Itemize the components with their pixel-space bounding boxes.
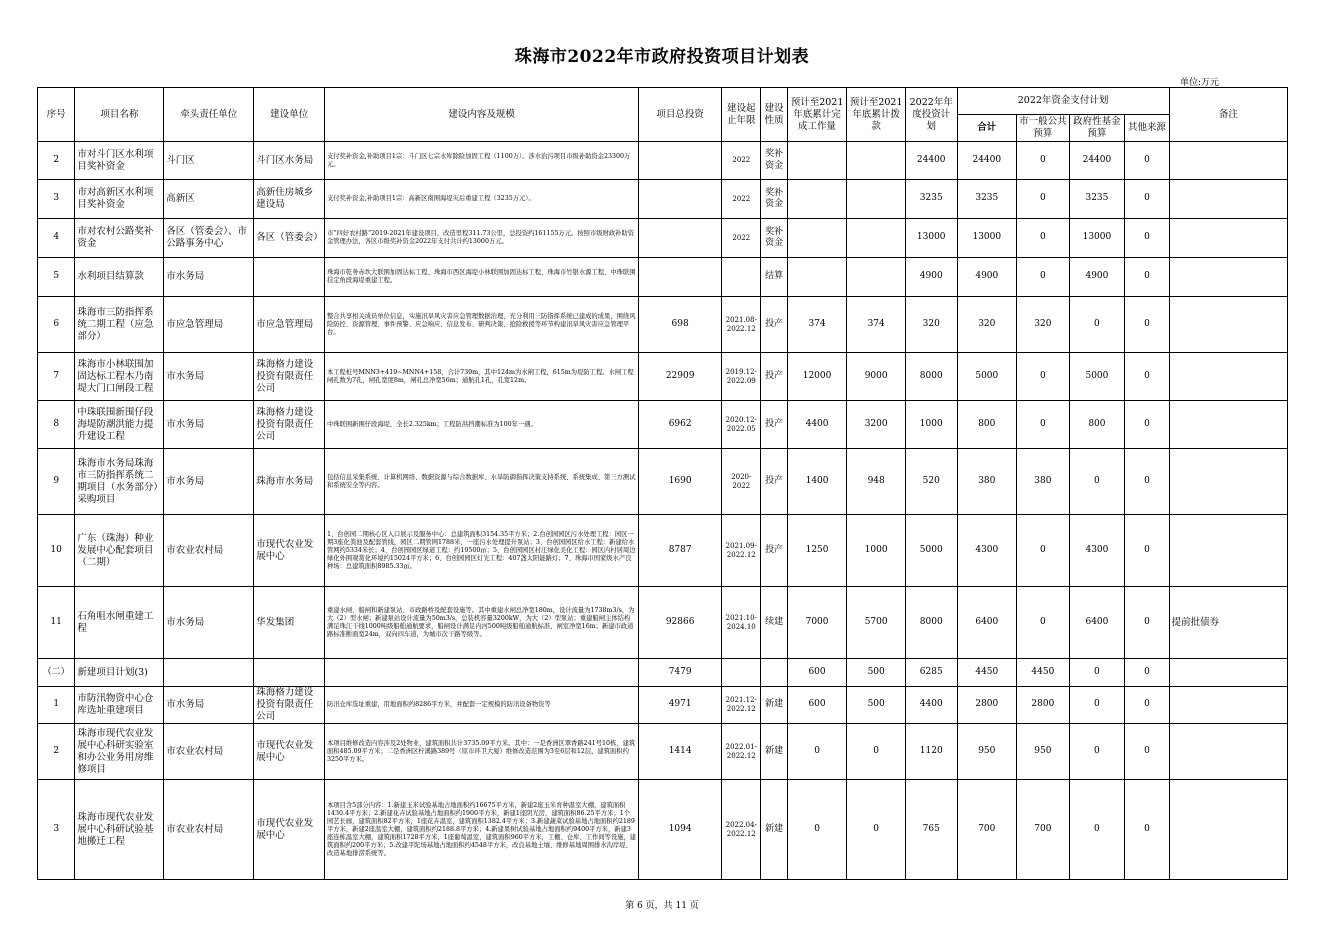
cell-content: 支付奖补资金,补助项目1宗：高新区南围海堤灾后重建工程（3235万元）。	[324, 180, 638, 219]
cell-sum: 320	[957, 297, 1017, 353]
cell-seq: 8	[38, 401, 75, 449]
cell-general: 0	[1017, 219, 1070, 258]
cell-lead: 市水务局	[164, 687, 254, 724]
cell-other: 0	[1125, 258, 1169, 297]
cell-plan: 4900	[905, 258, 957, 297]
cell-content: 市“四好农村路”2019-2021年建设项目，改造里程311.73公里，总投资约161155万元。按照市级财政补助资金管理办法，各区市级奖补资金2022年支付共计约13000万元。	[324, 219, 638, 258]
cell-remark	[1169, 515, 1287, 587]
table-row	[38, 515, 1288, 587]
cell-done: 600	[787, 687, 847, 724]
cell-sum: 380	[957, 449, 1017, 515]
cell-sum: 6400	[957, 587, 1017, 659]
cell-paid: 0	[847, 780, 906, 880]
cell-paid: 500	[847, 659, 906, 687]
cell-period: 2022	[722, 219, 761, 258]
cell-lead: 市农业农村局	[164, 724, 254, 780]
cell-builder: 市现代农业发展中心	[254, 515, 325, 587]
cell-govfund: 0	[1069, 780, 1125, 880]
header-done: 预计至2021年底累计完成工作量	[787, 88, 847, 142]
cell-sum: 4450	[957, 659, 1017, 687]
cell-paid	[847, 219, 906, 258]
cell-seq: 3	[38, 780, 75, 880]
page-title: 珠海市2022年市政府投资项目计划表	[514, 47, 810, 67]
cell-govfund: 0	[1069, 297, 1125, 353]
cell-paid: 3200	[847, 401, 906, 449]
cell-seq: 11	[38, 587, 75, 659]
cell-plan: 8000	[905, 353, 957, 401]
cell-done: 0	[787, 780, 847, 880]
cell-plan: 5000	[905, 515, 957, 587]
cell-remark: 提前批债券	[1169, 587, 1287, 659]
header-paid: 预计至2021年底累计拨款	[847, 88, 906, 142]
cell-sum: 5000	[957, 353, 1017, 401]
cell-sum: 4300	[957, 515, 1017, 587]
cell-builder: 珠海格力建设投资有限责任公司	[254, 401, 325, 449]
cell-general: 0	[1017, 353, 1070, 401]
cell-nature: 奖补资金	[761, 219, 787, 258]
cell-govfund: 4900	[1069, 258, 1125, 297]
cell-total: 1414	[639, 724, 722, 780]
cell-content: 本项目维修改造内容涉及2处物业，建筑面积共计3735.09平方米。其中：一是香洲区翠香路241号10栋，建筑面积485.09平方米；二是香洲区柠溪路389号（原市环卫大厦）维修改造范围为3至6层和12层，建筑面积约3250平方米。	[324, 724, 638, 780]
cell-general: 0	[1017, 180, 1070, 219]
cell-content: 珠海市乾务赤坎大联围加固达标工程、珠海市西区海堤小林联围加固达标工程、珠海市竹银水源工程、中珠联围挂定角段海堤重建工程。	[324, 258, 638, 297]
cell-plan: 4400	[905, 687, 957, 724]
cell-name: 中珠联围新围仔段海堤防潮洪能力提升建设工程	[75, 401, 164, 449]
cell-govfund: 800	[1069, 401, 1125, 449]
cell-plan: 1000	[905, 401, 957, 449]
table-row	[38, 180, 1288, 219]
cell-paid: 0	[847, 724, 906, 780]
cell-general: 0	[1017, 587, 1070, 659]
unit-label: 单位:万元	[1179, 78, 1219, 88]
cell-builder: 华发集团	[254, 587, 325, 659]
cell-remark	[1169, 780, 1287, 880]
cell-other: 0	[1125, 687, 1169, 724]
cell-builder: 市应急管理局	[254, 297, 325, 353]
cell-paid	[847, 258, 906, 297]
cell-other: 0	[1125, 587, 1169, 659]
cell-builder: 各区（管委会）	[254, 219, 325, 258]
cell-seq: 5	[38, 258, 75, 297]
cell-plan: 320	[905, 297, 957, 353]
cell-lead: 市农业农村局	[164, 780, 254, 880]
cell-total: 4971	[639, 687, 722, 724]
header-sum: 合计	[957, 115, 1017, 142]
cell-total	[639, 258, 722, 297]
header-remark: 备注	[1169, 88, 1287, 142]
cell-name: 珠海市现代农业发展中心科研实验室和办公业务用房维修项目	[75, 724, 164, 780]
cell-content: 中珠联围新围仔段海堤，全长2.325km；工程防洪挡潮标准为100年一遇。	[324, 401, 638, 449]
cell-done	[787, 258, 847, 297]
cell-lead	[164, 659, 254, 687]
cell-done	[787, 219, 847, 258]
header-builder: 建设单位	[254, 88, 325, 142]
cell-seq: 2	[38, 724, 75, 780]
cell-name: 珠海市现代农业发展中心科研试验基地搬迁工程	[75, 780, 164, 880]
cell-other: 0	[1125, 724, 1169, 780]
cell-paid	[847, 142, 906, 180]
cell-seq: （二）	[38, 659, 75, 687]
cell-other: 0	[1125, 659, 1169, 687]
cell-seq: 10	[38, 515, 75, 587]
cell-builder: 珠海格力建设投资有限责任公司	[254, 353, 325, 401]
cell-content: 整合共享相关成员单位信息，实施汛旱风灾害应急管理数据治理，充分利用三防指挥系统已建成的成果，围绕风险防控、资源管理、事件预警、应急响应、信息发布、研判决策、抢险救援等环节构建汛旱风灾害应急管理平台。	[324, 297, 638, 353]
table-row	[38, 219, 1288, 258]
cell-plan: 3235	[905, 180, 957, 219]
cell-nature: 投产	[761, 353, 787, 401]
cell-seq: 6	[38, 297, 75, 353]
cell-remark	[1169, 258, 1287, 297]
cell-remark	[1169, 219, 1287, 258]
cell-total	[639, 219, 722, 258]
cell-govfund: 0	[1069, 724, 1125, 780]
cell-period	[722, 258, 761, 297]
cell-sum: 2800	[957, 687, 1017, 724]
cell-total: 1690	[639, 449, 722, 515]
cell-period: 2022.04-2022.12	[722, 780, 761, 880]
header-general: 市一般公共预算	[1017, 115, 1070, 142]
cell-lead: 市水务局	[164, 258, 254, 297]
cell-sum: 13000	[957, 219, 1017, 258]
cell-nature	[761, 659, 787, 687]
cell-nature: 新建	[761, 780, 787, 880]
cell-govfund: 24400	[1069, 142, 1125, 180]
table-row	[38, 449, 1288, 515]
cell-seq: 4	[38, 219, 75, 258]
table-row	[38, 142, 1288, 180]
header-total: 项目总投资	[639, 88, 722, 142]
cell-done: 0	[787, 724, 847, 780]
cell-general: 700	[1017, 780, 1070, 880]
table-row	[38, 401, 1288, 449]
cell-name: 珠海市水务局珠海市三防指挥系统二期项目（水务部分）采购项目	[75, 449, 164, 515]
cell-paid: 5700	[847, 587, 906, 659]
cell-period: 2021.12-2022.12	[722, 687, 761, 724]
table-row	[38, 297, 1288, 353]
cell-remark	[1169, 142, 1287, 180]
cell-period: 2021.10-2024.10	[722, 587, 761, 659]
cell-builder: 市现代农业发展中心	[254, 780, 325, 880]
cell-done: 4400	[787, 401, 847, 449]
table-row	[38, 724, 1288, 780]
cell-content: 本项目含5部分内容：1.新建玉米试验基地占地面积约16675平方米，新建2座玉米育种温室大棚，建筑面积1430.4平方米；2.新建花卉试验基地占地面积约1900平方米，新建1座阴光房，建筑面积86.25平方米；1个园艺长廊，建筑面积82平方米，1座花卉温室，建筑面积1382.4平方米；3.新建蔬菜试验基地占地面积约2189平方米，新建2座温室大棚，建筑面积约2188.8平方米；4.新建果树试验基地占地面积约9400平方米，新建3座连栋温室大棚，建筑面积1728平方米，1座葡萄温室，建筑面积960平方米，工棚、仓库、工作间等设施，建筑面积约200平方米；5.改建平陀场基地占地面积约4548平方米，改良基地土壤、维修基地周围排水沟岸堤、改造基地排涝系统等。	[324, 780, 638, 880]
cell-sum: 3235	[957, 180, 1017, 219]
cell-done: 1400	[787, 449, 847, 515]
table-row	[38, 687, 1288, 724]
page-footer: 第 6 页，共 11 页	[625, 901, 699, 911]
cell-builder: 珠海格力建设投资有限责任公司	[254, 687, 325, 724]
cell-paid	[847, 180, 906, 219]
header-govfund: 政府性基金预算	[1069, 115, 1125, 142]
cell-done: 7000	[787, 587, 847, 659]
cell-govfund: 4300	[1069, 515, 1125, 587]
cell-builder: 斗门区水务局	[254, 142, 325, 180]
cell-general: 0	[1017, 401, 1070, 449]
cell-sum: 800	[957, 401, 1017, 449]
header-plan2022: 2022年年度投资计划	[905, 88, 957, 142]
cell-done: 374	[787, 297, 847, 353]
cell-name: 市对斗门区水利项目奖补资金	[75, 142, 164, 180]
cell-nature: 新建	[761, 687, 787, 724]
cell-plan: 6285	[905, 659, 957, 687]
cell-general: 4450	[1017, 659, 1070, 687]
cell-lead: 市水务局	[164, 587, 254, 659]
cell-general: 950	[1017, 724, 1070, 780]
header-nature: 建设性质	[761, 88, 787, 142]
cell-name: 市防汛物资中心仓库选址重建项目	[75, 687, 164, 724]
cell-total: 6962	[639, 401, 722, 449]
header-content: 建设内容及规模	[324, 88, 638, 142]
cell-general: 0	[1017, 515, 1070, 587]
cell-remark	[1169, 401, 1287, 449]
cell-paid: 500	[847, 687, 906, 724]
cell-nature: 奖补资金	[761, 142, 787, 180]
cell-plan: 24400	[905, 142, 957, 180]
cell-lead: 市应急管理局	[164, 297, 254, 353]
cell-content: 支付奖补资金,补助项目1宗：斗门区七宗水库除险加固工程（1100万）。涉水治污项目市级补助资金23300万元。	[324, 142, 638, 180]
table-row	[38, 353, 1288, 401]
cell-plan: 520	[905, 449, 957, 515]
cell-builder	[254, 258, 325, 297]
cell-name: 新建项目计划(3)	[75, 659, 164, 687]
cell-remark	[1169, 297, 1287, 353]
cell-content: 1、台创园二期核心区入口展示及服务中心：总建筑面积3154.35平方米；2.台创园园区污水处理工程：园区一期3座化粪池及配套管线，园区二期管网1788米，一座污水处理提升泵站；3、台创园园区给水工程：新建给水管网约5334米长；4、台创园园区绿道工程：约19500㎡；5、台创园园区村庄绿化美化工程：园区内村居周边绿化外围观赏化环境约15024平方米；6、台创园园区灯光工程：407盏太阳能路灯；7、珠海市国家级水产良种场：总建筑面积8985.33㎡。	[324, 515, 638, 587]
cell-nature: 投产	[761, 297, 787, 353]
cell-period: 2022	[722, 142, 761, 180]
cell-builder: 珠海市水务局	[254, 449, 325, 515]
cell-govfund: 6400	[1069, 587, 1125, 659]
cell-total: 7479	[639, 659, 722, 687]
cell-plan: 1120	[905, 724, 957, 780]
cell-other: 0	[1125, 219, 1169, 258]
header-seq: 序号	[38, 88, 75, 142]
cell-govfund: 13000	[1069, 219, 1125, 258]
cell-other: 0	[1125, 780, 1169, 880]
cell-general: 320	[1017, 297, 1070, 353]
cell-lead: 高新区	[164, 180, 254, 219]
cell-general: 380	[1017, 449, 1070, 515]
table-row	[38, 587, 1288, 659]
cell-other: 0	[1125, 449, 1169, 515]
header-fund2022: 2022年资金支付计划	[957, 88, 1169, 115]
cell-seq: 3	[38, 180, 75, 219]
cell-period	[722, 659, 761, 687]
cell-builder: 市现代农业发展中心	[254, 724, 325, 780]
cell-period: 2022.01-2022.12	[722, 724, 761, 780]
cell-sum: 700	[957, 780, 1017, 880]
cell-builder	[254, 659, 325, 687]
cell-done: 1250	[787, 515, 847, 587]
cell-remark	[1169, 659, 1287, 687]
table-row	[38, 659, 1288, 687]
cell-done	[787, 180, 847, 219]
cell-done: 12000	[787, 353, 847, 401]
cell-total: 1094	[639, 780, 722, 880]
cell-name: 珠海市三防指挥系统二期工程（应急部分）	[75, 297, 164, 353]
cell-period: 2021.08-2022.12	[722, 297, 761, 353]
cell-plan: 13000	[905, 219, 957, 258]
cell-other: 0	[1125, 353, 1169, 401]
cell-name: 广东（珠海）种业发展中心配套项目（二期）	[75, 515, 164, 587]
cell-remark	[1169, 724, 1287, 780]
cell-done	[787, 142, 847, 180]
cell-nature: 投产	[761, 449, 787, 515]
cell-lead: 斗门区	[164, 142, 254, 180]
cell-lead: 市水务局	[164, 449, 254, 515]
cell-govfund: 0	[1069, 659, 1125, 687]
cell-general: 0	[1017, 258, 1070, 297]
cell-paid: 948	[847, 449, 906, 515]
cell-lead: 市农业农村局	[164, 515, 254, 587]
cell-total: 698	[639, 297, 722, 353]
cell-plan: 8000	[905, 587, 957, 659]
cell-other: 0	[1125, 297, 1169, 353]
cell-other: 0	[1125, 180, 1169, 219]
cell-seq: 2	[38, 142, 75, 180]
cell-plan: 765	[905, 780, 957, 880]
cell-nature: 新建	[761, 724, 787, 780]
cell-period: 2022	[722, 180, 761, 219]
investment-plan-table	[37, 87, 1288, 880]
cell-nature: 投产	[761, 401, 787, 449]
cell-seq: 7	[38, 353, 75, 401]
cell-name: 水利项目结算款	[75, 258, 164, 297]
cell-other: 0	[1125, 515, 1169, 587]
cell-name: 市对农村公路奖补资金	[75, 219, 164, 258]
header-lead: 牵头责任单位	[164, 88, 254, 142]
cell-other: 0	[1125, 401, 1169, 449]
cell-paid: 374	[847, 297, 906, 353]
cell-sum: 950	[957, 724, 1017, 780]
cell-content: 防汛仓库选址重建，用地面积约8286平方米，并配套一定规模的防汛设备物资等	[324, 687, 638, 724]
cell-total	[639, 180, 722, 219]
cell-content	[324, 659, 638, 687]
cell-nature: 投产	[761, 515, 787, 587]
cell-period: 2019.12-2022.09	[722, 353, 761, 401]
cell-lead: 市水务局	[164, 401, 254, 449]
cell-seq: 1	[38, 687, 75, 724]
cell-paid: 9000	[847, 353, 906, 401]
cell-period: 2020-2022	[722, 449, 761, 515]
cell-govfund: 0	[1069, 687, 1125, 724]
cell-general: 2800	[1017, 687, 1070, 724]
cell-general: 0	[1017, 142, 1070, 180]
cell-sum: 4900	[957, 258, 1017, 297]
cell-builder: 高新住房城乡建设局	[254, 180, 325, 219]
cell-content: 本工程桩号MNN3+419~MNN4+158，合计739m，其中124m为水闸工程，615m为堤防工程。水闸工程闸孔数为7孔，闸孔宽度8m，闸孔总净宽56m；通航孔1孔，孔宽12m。	[324, 353, 638, 401]
cell-nature: 续建	[761, 587, 787, 659]
cell-total: 92866	[639, 587, 722, 659]
cell-govfund: 3235	[1069, 180, 1125, 219]
cell-period: 2021.09-2022.12	[722, 515, 761, 587]
cell-sum: 24400	[957, 142, 1017, 180]
cell-nature: 结算	[761, 258, 787, 297]
cell-total	[639, 142, 722, 180]
cell-remark	[1169, 353, 1287, 401]
cell-lead: 各区（管委会）、市公路事务中心	[164, 219, 254, 258]
header-period: 建设起止年限	[722, 88, 761, 142]
cell-content: 包括信息采集系统、计算机网络、数据资源与综合数据库、水旱防御指挥决策支持系统、系统集成、第三方测试和系统安全等内容。	[324, 449, 638, 515]
cell-name: 市对高新区水利项目奖补资金	[75, 180, 164, 219]
cell-govfund: 5000	[1069, 353, 1125, 401]
cell-total: 22909	[639, 353, 722, 401]
header-name: 项目名称	[75, 88, 164, 142]
cell-name: 珠海市小林联围加固达标工程木乃南堤大门口闸段工程	[75, 353, 164, 401]
cell-govfund: 0	[1069, 449, 1125, 515]
cell-remark	[1169, 449, 1287, 515]
cell-remark	[1169, 687, 1287, 724]
cell-other: 0	[1125, 142, 1169, 180]
cell-remark	[1169, 180, 1287, 219]
cell-seq: 9	[38, 449, 75, 515]
cell-total: 8787	[639, 515, 722, 587]
cell-content: 重建水闸、船闸和新建泵站、市政路桥及配套设施等。其中重建水闸总净宽180m，设计流量为1738m3/s，为大（2）型水闸；新建泵站设计流量为50m3/s，总装机容量3200kW，为大（2）型泵站；重建船闸主体结构满足珠江干线1000吨级船舶通航要求，船闸设计满足内河500吨级船舶通航标准，闸室净宽16m；新建市政道路标准断面宽24m，双向四车道，为城市次干路等级等。	[324, 587, 638, 659]
table-row	[38, 780, 1288, 880]
cell-period: 2020.12-2022.05	[722, 401, 761, 449]
cell-name: 石角咀水闸重建工程	[75, 587, 164, 659]
header-other: 其他来源	[1125, 115, 1169, 142]
cell-done: 600	[787, 659, 847, 687]
cell-nature: 奖补资金	[761, 180, 787, 219]
cell-lead: 市水务局	[164, 353, 254, 401]
table-row	[38, 258, 1288, 297]
cell-paid: 1000	[847, 515, 906, 587]
